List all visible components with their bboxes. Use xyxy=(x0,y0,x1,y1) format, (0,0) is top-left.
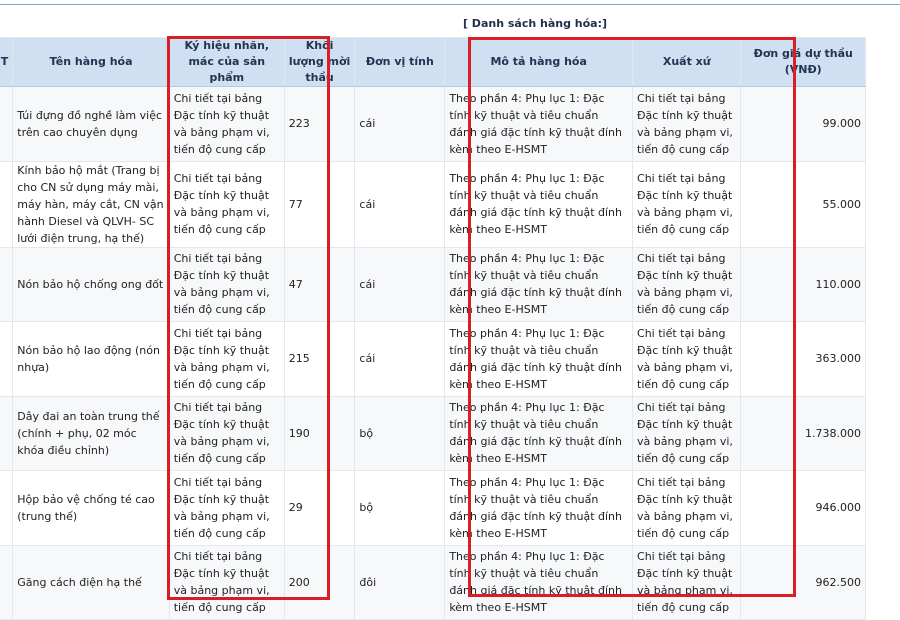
cell-ky-hieu: Chi tiết tại bảng Đặc tính kỹ thuật và bảng phạm vi, tiến độ cung cấp xyxy=(169,545,284,620)
header-don-vi-tinh: Đơn vị tính xyxy=(355,38,445,87)
cell-khoi-luong: 215 xyxy=(284,322,355,397)
cell-khoi-luong: 200 xyxy=(284,545,355,620)
table-row xyxy=(0,247,866,322)
cell-don-gia: 363.000 xyxy=(741,322,866,397)
cell-don-vi-tinh: cái xyxy=(355,161,445,247)
cell-xuat-xu: Chi tiết tại bảng Đặc tính kỹ thuật và bảng phạm vi, tiến độ cung cấp xyxy=(633,471,741,546)
table-row xyxy=(0,87,866,162)
table-row xyxy=(0,545,866,620)
cell-ky-hieu: Chi tiết tại bảng Đặc tính kỹ thuật và bảng phạm vi, tiến độ cung cấp xyxy=(169,396,284,471)
cell-stt xyxy=(0,87,13,162)
cell-ky-hieu: Chi tiết tại bảng Đặc tính kỹ thuật và bảng phạm vi, tiến độ cung cấp xyxy=(169,247,284,322)
cell-ky-hieu: Chi tiết tại bảng Đặc tính kỹ thuật và bảng phạm vi, tiến độ cung cấp xyxy=(169,471,284,546)
cell-ky-hieu: Chi tiết tại bảng Đặc tính kỹ thuật và bảng phạm vi, tiến độ cung cấp xyxy=(169,322,284,397)
cell-don-vi-tinh: đôi xyxy=(355,545,445,620)
cell-don-gia: 99.000 xyxy=(741,87,866,162)
cell-xuat-xu: Chi tiết tại bảng Đặc tính kỹ thuật và bảng phạm vi, tiến độ cung cấp xyxy=(633,247,741,322)
cell-stt xyxy=(0,471,13,546)
cell-xuat-xu: Chi tiết tại bảng Đặc tính kỹ thuật và bảng phạm vi, tiến độ cung cấp xyxy=(633,322,741,397)
goods-table xyxy=(0,37,866,620)
cell-ten-hang-hoa: Nón bảo hộ chống ong đốt xyxy=(13,247,169,322)
cell-stt xyxy=(0,247,13,322)
cell-mo-ta: Theo phần 4: Phụ lục 1: Đặc tính kỹ thuật và tiêu chuẩn đánh giá đặc tính kỹ thuật đính kèm theo E-HSMT xyxy=(445,545,633,620)
cell-don-vi-tinh: cái xyxy=(355,87,445,162)
cell-xuat-xu: Chi tiết tại bảng Đặc tính kỹ thuật và bảng phạm vi, tiến độ cung cấp xyxy=(633,545,741,620)
table-row xyxy=(0,161,866,247)
cell-khoi-luong: 47 xyxy=(284,247,355,322)
cell-khoi-luong: 29 xyxy=(284,471,355,546)
cell-stt xyxy=(0,396,13,471)
cell-don-vi-tinh: cái xyxy=(355,247,445,322)
cell-mo-ta: Theo phần 4: Phụ lục 1: Đặc tính kỹ thuật và tiêu chuẩn đánh giá đặc tính kỹ thuật đính kèm theo E-HSMT xyxy=(445,161,633,247)
header-stt: T xyxy=(0,38,13,87)
table-row xyxy=(0,322,866,397)
cell-ky-hieu: Chi tiết tại bảng Đặc tính kỹ thuật và bảng phạm vi, tiến độ cung cấp xyxy=(169,87,284,162)
cell-mo-ta: Theo phần 4: Phụ lục 1: Đặc tính kỹ thuật và tiêu chuẩn đánh giá đặc tính kỹ thuật đính kèm theo E-HSMT xyxy=(445,87,633,162)
cell-mo-ta: Theo phần 4: Phụ lục 1: Đặc tính kỹ thuật và tiêu chuẩn đánh giá đặc tính kỹ thuật đính kèm theo E-HSMT xyxy=(445,396,633,471)
cell-don-gia: 1.738.000 xyxy=(741,396,866,471)
cell-khoi-luong: 77 xyxy=(284,161,355,247)
cell-xuat-xu: Chi tiết tại bảng Đặc tính kỹ thuật và bảng phạm vi, tiến độ cung cấp xyxy=(633,87,741,162)
cell-don-gia: 962.500 xyxy=(741,545,866,620)
cell-mo-ta: Theo phần 4: Phụ lục 1: Đặc tính kỹ thuật và tiêu chuẩn đánh giá đặc tính kỹ thuật đính kèm theo E-HSMT xyxy=(445,322,633,397)
cell-stt xyxy=(0,161,13,247)
header-ky-hieu: Ký hiệu nhãn, mác của sản phẩm xyxy=(169,38,284,87)
cell-mo-ta: Theo phần 4: Phụ lục 1: Đặc tính kỹ thuật và tiêu chuẩn đánh giá đặc tính kỹ thuật đính kèm theo E-HSMT xyxy=(445,471,633,546)
header-don-gia: Đơn giá dự thầu (VNĐ) xyxy=(741,38,866,87)
header-xuat-xu: Xuất xứ xyxy=(633,38,741,87)
table-header-row xyxy=(0,38,866,87)
cell-ten-hang-hoa: Túi đựng đồ nghề làm việc trên cao chuyên dụng xyxy=(13,87,169,162)
cell-ten-hang-hoa: Kính bảo hộ mắt (Trang bị cho CN sử dụng máy mài, máy hàn, máy cắt, CN vận hành Diesel và QLVH- SC lưới điện trung, hạ thế) xyxy=(13,161,169,247)
cell-khoi-luong: 190 xyxy=(284,396,355,471)
cell-khoi-luong: 223 xyxy=(284,87,355,162)
cell-ky-hieu: Chi tiết tại bảng Đặc tính kỹ thuật và bảng phạm vi, tiến độ cung cấp xyxy=(169,161,284,247)
cell-don-gia: 110.000 xyxy=(741,247,866,322)
cell-xuat-xu: Chi tiết tại bảng Đặc tính kỹ thuật và bảng phạm vi, tiến độ cung cấp xyxy=(633,161,741,247)
cell-ten-hang-hoa: Dây đai an toàn trung thế (chính + phụ, 02 móc khóa điều chỉnh) xyxy=(13,396,169,471)
table-row xyxy=(0,396,866,471)
cell-don-gia: 55.000 xyxy=(741,161,866,247)
cell-xuat-xu: Chi tiết tại bảng Đặc tính kỹ thuật và bảng phạm vi, tiến độ cung cấp xyxy=(633,396,741,471)
top-divider xyxy=(0,4,900,5)
cell-ten-hang-hoa: Nón bảo hộ lao động (nón nhựa) xyxy=(13,322,169,397)
cell-ten-hang-hoa: Hộp bảo vệ chống té cao (trung thế) xyxy=(13,471,169,546)
header-ten-hang-hoa: Tên hàng hóa xyxy=(13,38,169,87)
table-row xyxy=(0,471,866,546)
cell-ten-hang-hoa: Găng cách điện hạ thế xyxy=(13,545,169,620)
header-mo-ta: Mô tả hàng hóa xyxy=(445,38,633,87)
cell-don-vi-tinh: bộ xyxy=(355,471,445,546)
cell-don-gia: 946.000 xyxy=(741,471,866,546)
cell-don-vi-tinh: bộ xyxy=(355,396,445,471)
cell-stt xyxy=(0,322,13,397)
cell-don-vi-tinh: cái xyxy=(355,322,445,397)
table-caption: [ Danh sách hàng hóa:] xyxy=(462,17,608,30)
cell-mo-ta: Theo phần 4: Phụ lục 1: Đặc tính kỹ thuật và tiêu chuẩn đánh giá đặc tính kỹ thuật đính kèm theo E-HSMT xyxy=(445,247,633,322)
header-khoi-luong: Khối lượng mời thầu xyxy=(284,38,355,87)
cell-stt xyxy=(0,545,13,620)
